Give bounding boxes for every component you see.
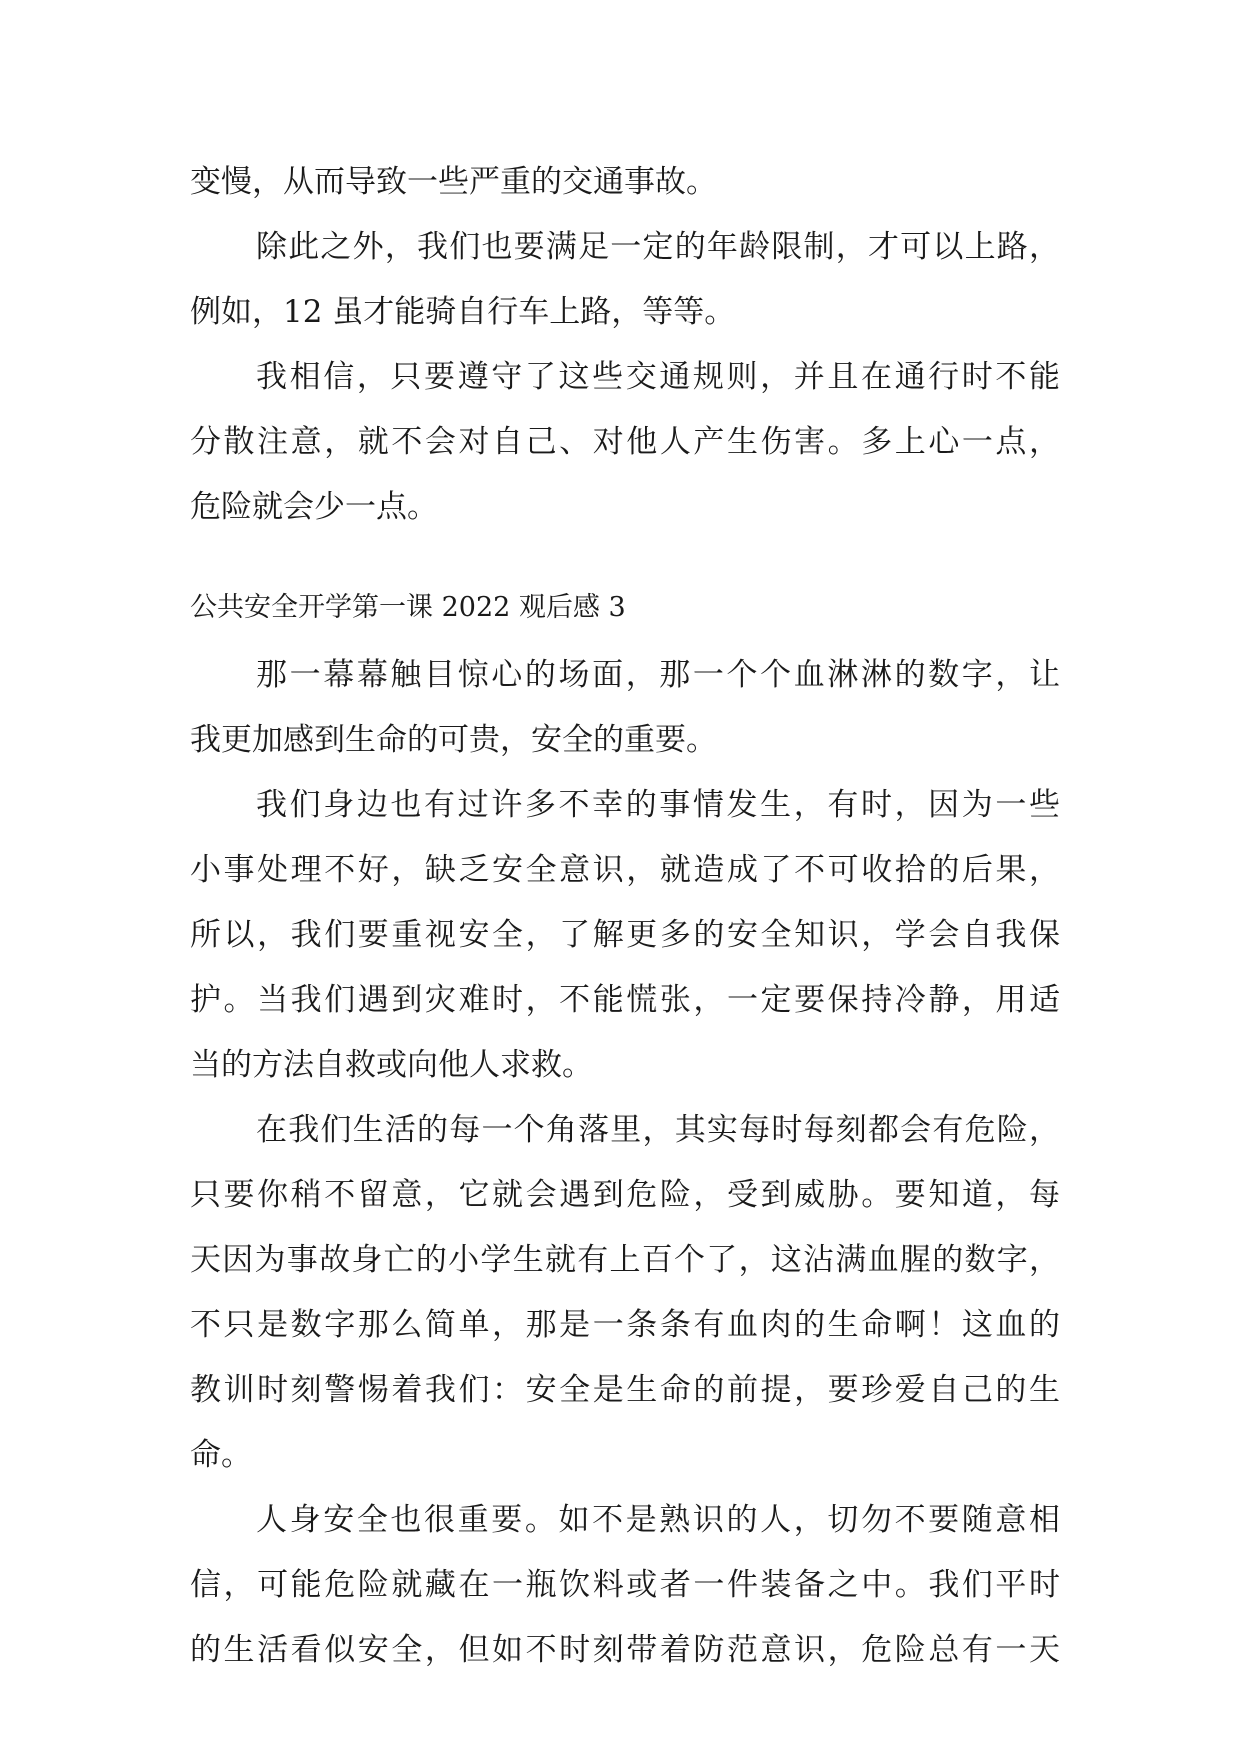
paragraph-line: 教训时刻警惕着我们：安全是生命的前提，要珍爱自己的生: [190, 1372, 1060, 1408]
paragraph-line: 小事处理不好，缺乏安全意识，就造成了不可收拾的后果，: [190, 852, 1060, 888]
paragraph-line: 我更加感到生命的可贵，安全的重要。: [190, 722, 717, 758]
paragraph-line: 只要你稍不留意，它就会遇到危险，受到威胁。要知道，每: [190, 1177, 1060, 1213]
paragraph-line: 人身安全也很重要。如不是熟识的人，切勿不要随意相: [256, 1502, 1060, 1538]
paragraph-line: 例如，12 虽才能骑自行车上路，等等。: [190, 294, 736, 330]
paragraph-line: 的生活看似安全，但如不时刻带着防范意识，危险总有一天: [190, 1632, 1060, 1668]
paragraph-line: 我们身边也有过许多不幸的事情发生，有时，因为一些: [256, 787, 1060, 823]
paragraph-line: 所以，我们要重视安全，了解更多的安全知识，学会自我保: [190, 917, 1060, 953]
paragraph-line: 护。当我们遇到灾难时，不能慌张，一定要保持冷静，用适: [190, 982, 1060, 1018]
paragraph-line: 我相信，只要遵守了这些交通规则，并且在通行时不能: [256, 359, 1060, 395]
paragraph-line: 危险就会少一点。: [190, 489, 438, 525]
paragraph-line: 天因为事故身亡的小学生就有上百个了，这沾满血腥的数字，: [190, 1242, 1060, 1278]
paragraph-line: 分散注意，就不会对自己、对他人产生伤害。多上心一点，: [190, 424, 1060, 460]
paragraph-line: 那一幕幕触目惊心的场面，那一个个血淋淋的数字，让: [256, 657, 1060, 693]
paragraph-line: 在我们生活的每一个角落里，其实每时每刻都会有危险，: [256, 1112, 1060, 1148]
paragraph-line: 变慢，从而导致一些严重的交通事故。: [190, 164, 717, 200]
paragraph-line: 命。: [190, 1437, 252, 1473]
section-heading: 公共安全开学第一课 2022 观后感 3: [190, 592, 626, 623]
paragraph-line: 除此之外，我们也要满足一定的年龄限制，才可以上路，: [256, 229, 1060, 265]
paragraph-line: 当的方法自救或向他人求救。: [190, 1047, 593, 1083]
paragraph-line: 不只是数字那么简单，那是一条条有血肉的生命啊！这血的: [190, 1307, 1060, 1343]
paragraph-line: 信，可能危险就藏在一瓶饮料或者一件装备之中。我们平时: [190, 1567, 1060, 1603]
